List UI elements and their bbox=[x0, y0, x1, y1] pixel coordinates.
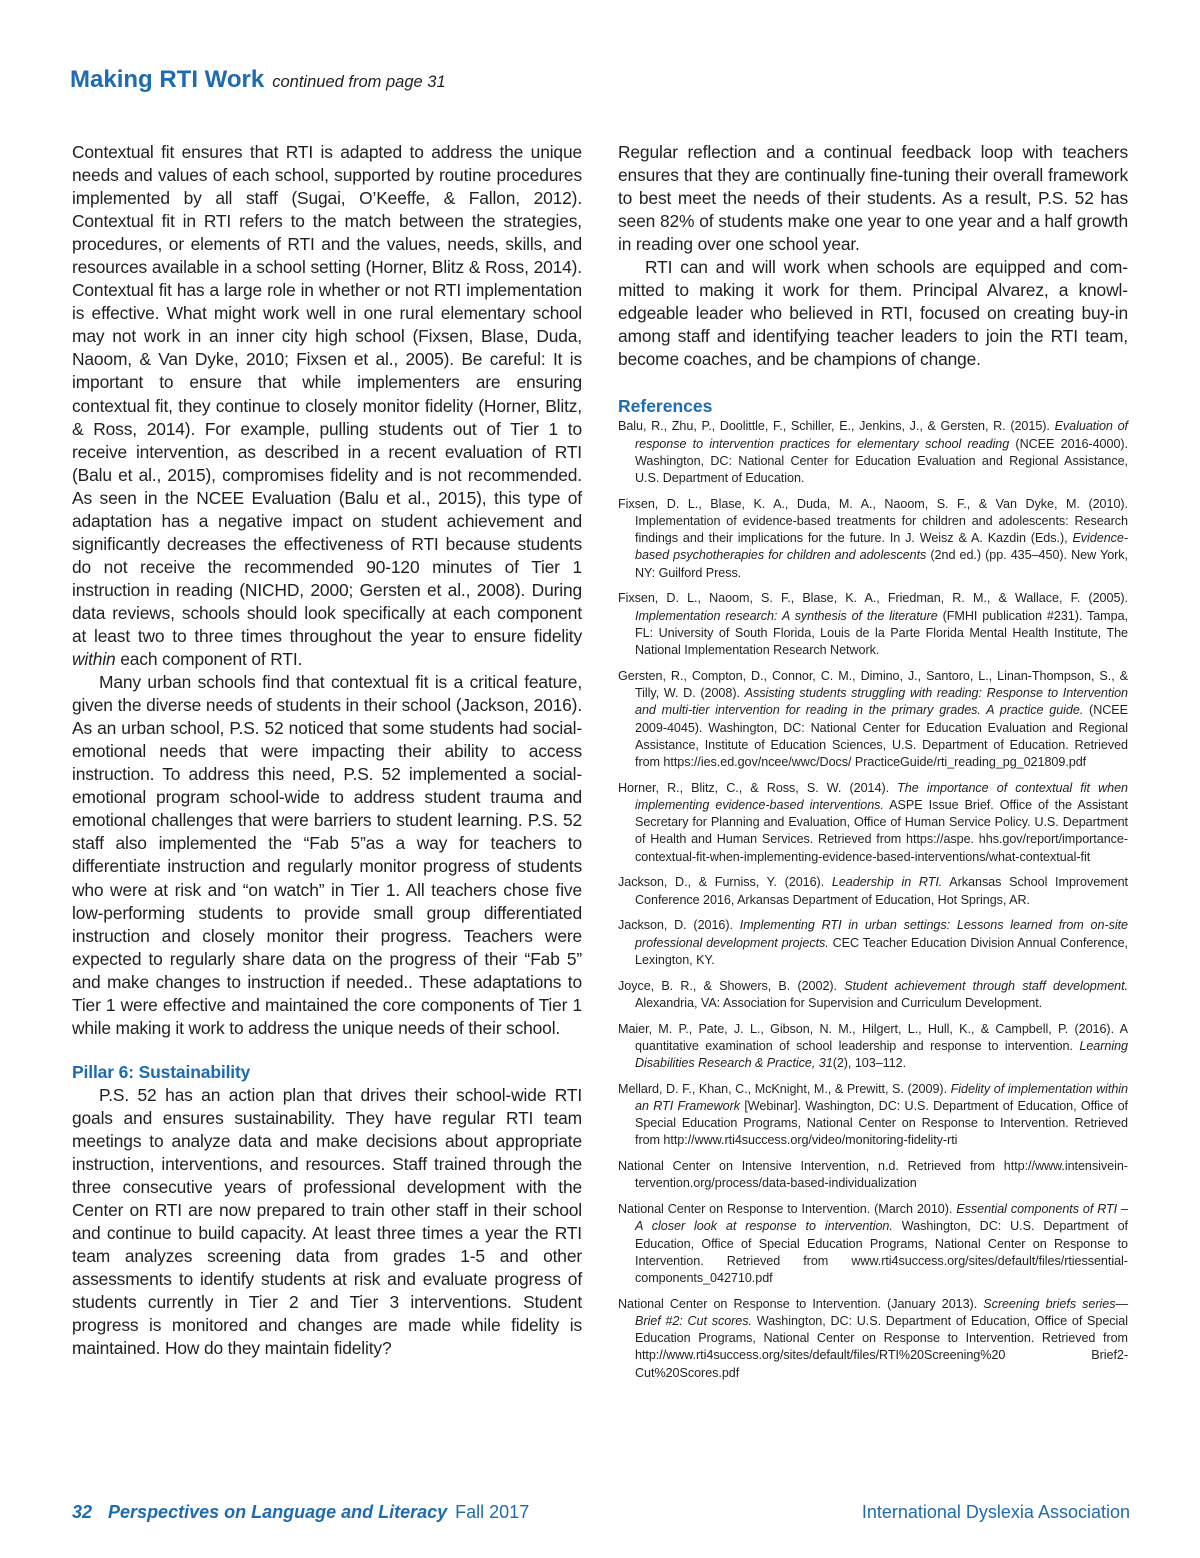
reference-title: Screening briefs series— Brief #2: Cut scores. bbox=[635, 1296, 1128, 1328]
reference-details: [Webinar]. Washington, DC: U.S. Department of Education, Office of Special Education Programs, National Center on Response to Intervention. Retrieved from http://www.rti4success.org/video/monitoring-fidelity-rti bbox=[635, 1098, 1128, 1148]
running-header bbox=[70, 66, 1130, 94]
reference-entry bbox=[618, 978, 1128, 1012]
reference-title: Leadership in RTI. bbox=[831, 875, 943, 890]
reference-text: National Center on Response to Intervention. (March 2010). bbox=[618, 1202, 957, 1217]
reference-title: Assisting students struggling with reading: Response to Intervention and multi-tier intervention for reading in the primary grades. A practice guide. bbox=[635, 686, 1128, 718]
journal-title: Perspectives on Language and Literacy bbox=[108, 1502, 448, 1522]
reference-title: Evaluation of response to intervention practices for elementary school reading bbox=[635, 419, 1128, 451]
reference-details: Arkansas School Improvement Conference 2016, Arkansas Department of Education, Hot Springs, AR. bbox=[635, 875, 1129, 907]
reference-details: CEC Teacher Education Division Annual Conference, Lexington, KY. bbox=[635, 935, 1128, 967]
reference-entry bbox=[618, 418, 1128, 487]
paragraph-text: Contextual fit ensures that RTI is adapted to address the unique needs and values of each school, supported by routine procedures implemented by all staff (Sugai, O’Keeffe, & Fallon, 2012). Contextual fit in RTI refers to the match between the strategies, procedures, or elements of RTI and the values, needs, skills, and resources available in a school setting (Horner, Blitz & Ross, 2014). Contextual fit has a large role in whether or not RTI implementation is effective. What might work well in one rural elementary school may not work in an inner city high school (Fixsen, Blase, Duda, Naoom, & Van Dyke, 2010; Fixsen et al., 2005). Be careful: It is important to ensure that while implementers are ensuring contextual fit, they continue to closely monitor fidelity (Horner, Blitz, & Ross, 2014). For example, pulling students out of Tier 1 to receive intervention, as described in a recent evaluation of RTI (Balu et al., 2015), compromises fidelity and is not recommended. As seen in the NCEE Evaluation (Balu et al., 2015), this type of adaptation has a negative impact on student achievement and significantly decreases the effectiveness of RTI because students do not receive the recommended 90-120 minutes of Tier 1 instruction in reading (NICHD, 2000; Gersten et al., 2008). During data reviews, schools should look specifically at each component at least two to three times throughout the year to ensure fidelity bbox=[72, 142, 582, 646]
reference-text: Fixsen, D. L., Naoom, S. F., Blase, K. A., Friedman, R. M., & Wallace, F. (2005). bbox=[618, 591, 1128, 606]
reference-title: Student achievement through staff development. bbox=[844, 978, 1129, 993]
reference-details: (NCEE 2016-4000). Washington, DC: National Center for Education Evaluation and Regional Assistance, U.S. Department of Education. bbox=[635, 436, 1128, 486]
paragraph-urban-schools: Many urban schools find that contextual fit is a critical feature, given the diverse needs of students in their school (Jackson, 2016). As an urban school, P.S. 52 noticed that some students had social-emotional needs that were impacting their ability to access instruction. To address this need, P.S. 52 implemented a social-emotional program school-wide to address student trauma and emotional challenges that were barriers to student learning. P.S. 52 staff also implemented the “Fab 5”as a way for teachers to differentiate instruction and regularly monitor progress of students who were at risk and “on watch” in Tier 1. All teachers chose five low-performing students to provide small group differentiated instruction and closely monitor their progress. Teachers were expected to regularly share data on the progress of their “Fab 5” and make changes to instruction if needed.. These adaptations to Tier 1 were effective and maintained the core components of Tier 1 while making it work to address the unique needs of their school. bbox=[72, 672, 582, 1038]
reference-text: Mellard, D. F., Khan, C., McKnight, M., & Prewitt, S. (2009). bbox=[618, 1081, 951, 1096]
reference-title: Fidelity of implementation within an RTI Framework bbox=[635, 1081, 1128, 1113]
reference-text: Maier, M. P., Pate, J. L., Gibson, N. M., Hilgert, L., Hull, K., & Campbell, P. (2016). A quantitative examination of school leadership and response to intervention. bbox=[618, 1021, 1128, 1053]
emphasis-within: within bbox=[72, 649, 116, 670]
reference-title: Implementing RTI in urban settings: Lessons learned from on-site professional development projects. bbox=[635, 918, 1128, 950]
reference-text: National Center on Response to Intervention. (January 2013). bbox=[618, 1296, 984, 1311]
reference-entry bbox=[618, 1158, 1128, 1192]
reference-entry bbox=[618, 1201, 1128, 1287]
section-heading-pillar-6: Pillar 6: Sustainability bbox=[72, 1061, 251, 1082]
reference-details: (NCEE 2009-4045). Washington, DC: National Center for Education Evaluation and Regional Assistance, Institute of Education Sciences, U.S. Department of Education. Retrieved from https://ies.ed.gov/ncee/wwc/Docs/ PracticeGuide/rti_reading_pg_021809.pdf bbox=[635, 703, 1128, 769]
reference-entry bbox=[618, 1021, 1128, 1073]
reference-text: Jackson, D., & Furniss, Y. (2016). bbox=[618, 875, 832, 890]
header-continued: continued from page 31 bbox=[272, 73, 446, 91]
reference-title: The importance of contextual fit when implementing evidence-based interventions. bbox=[635, 780, 1128, 812]
reference-title: Implementation research: A synthesis of the literature bbox=[635, 608, 938, 623]
organization-name: International Dyslexia Association bbox=[861, 1502, 1130, 1522]
reference-entry bbox=[618, 668, 1128, 771]
page-footer bbox=[72, 1502, 1130, 1523]
left-column bbox=[72, 141, 582, 1360]
reference-details: (2), 103–112. bbox=[832, 1055, 907, 1070]
reference-details: Alexandria, VA: Association for Supervision and Curriculum Development. bbox=[635, 995, 1043, 1010]
paragraph-sustainability: P.S. 52 has an action plan that drives their school-wide RTI goals and ensures sustainability. They have regular RTI team meetings to analyze data and make decisions about appropriate instruction, interventions, and resources. Staff trained through the three consecutive years of professional development with the Center on RTI are now prepared to train other staff in their school and continue to build capacity. At least three times a year the RTI team analyzes screening data from grades 1-5 and other assessments to identify students at risk and evaluate progress of students currently in Tier 2 and Tier 3 interventions. Student progress is monitored and changes are made while fidelity is maintained. How do they maintain fidelity? bbox=[72, 1084, 582, 1359]
reference-title: Learning Disabilities Research & Practice, 31 bbox=[635, 1038, 1128, 1070]
reference-entry bbox=[618, 917, 1128, 969]
reference-text: Horner, R., Blitz, C., & Ross, S. W. (2014). bbox=[618, 780, 898, 795]
references-list bbox=[618, 418, 1128, 1381]
reference-text: National Center on Intensive Intervention, n.d. Retrieved from http://www.intensiveintervention.org/process/data-based-individualization bbox=[618, 1159, 1128, 1191]
reference-details: Washington, DC: U.S. Department of Education, Office of Special Education Programs, National Center on Response to Intervention. Retrieved from www.rti4success.org/sites/default/files/rtiessentialcomponents_042710.pdf bbox=[635, 1219, 1128, 1285]
right-column bbox=[618, 141, 1128, 1390]
reference-text: Gersten, R., Compton, D., Connor, C. M., Dimino, J., Santoro, L., Linan-Thompson, S., & Tilly, W. D. (2008). bbox=[618, 668, 1128, 701]
reference-entry bbox=[618, 874, 1128, 908]
reference-text: Joyce, B. R., & Showers, B. (2002). bbox=[618, 978, 845, 993]
references-heading: References bbox=[618, 396, 713, 417]
paragraph-feedback-loop: Regular reflection and a continual feedback loop with teachers ensures that they are continually fine-tuning their overall framework to best meet the needs of their students. As a result, P.S. 52 has seen 82% of students make one year to one year and a half growth in reading over one school year. bbox=[618, 142, 1128, 255]
reference-entry bbox=[618, 590, 1128, 659]
paragraph-contextual-fit bbox=[72, 141, 582, 671]
reference-text: Jackson, D. (2016). bbox=[618, 918, 740, 933]
reference-text: Balu, R., Zhu, P., Doolittle, F., Schiller, E., Jenkins, J., & Gersten, R. (2015). bbox=[618, 419, 1055, 434]
reference-details: Washington, DC: U.S. Department of Education, Office of Special Education Programs, National Center on Response to Intervention. Retrieved from http://www.rti4success.org/sites/default/files/RTI%20Screening%20 Brief2-Cut%20Scores.pdf bbox=[635, 1313, 1128, 1380]
paragraph-text-end: each component of RTI. bbox=[115, 649, 303, 670]
reference-details: (2nd ed.) (pp. 435–450). New York, NY: Guilford Press. bbox=[635, 548, 1129, 580]
reference-entry bbox=[618, 496, 1128, 582]
reference-title: Evidence-based psychotherapies for children and adolescents bbox=[635, 531, 1128, 563]
reference-entry bbox=[618, 1081, 1128, 1150]
issue-season: Fall 2017 bbox=[455, 1502, 530, 1522]
reference-entry bbox=[618, 1296, 1128, 1382]
reference-entry bbox=[618, 780, 1128, 866]
reference-text: Fixsen, D. L., Blase, K. A., Duda, M. A., Naoom, S. F., & Van Dyke, M. (2010). Implementation of evidence-based treatments for children and adolescents: Research findings and their implications for the future. In J. Weisz & A. Kazdin (Eds.), bbox=[618, 496, 1128, 546]
page-number: 32 bbox=[72, 1502, 93, 1522]
paragraph-rti-can-work: RTI can and will work when schools are equipped and committed to making it work for them. Principal Alvarez, a knowledgeable leader who believed in RTI, focused on creating buy-in among staff and identifying teacher leaders to join the RTI team, become coaches, and be champions of change. bbox=[618, 257, 1128, 370]
header-title: Making RTI Work bbox=[70, 66, 265, 93]
reference-details: ASPE Issue Brief. Office of the Assistant Secretary for Planning and Evaluation, Office of Human Service Policy. U.S. Department of Health and Human Services. Retrieved from https://aspe. hhs.gov/report/importance-contextual-fit-when-implementing-evidence-based-interventions/what-contextual-fit bbox=[635, 797, 1128, 864]
reference-title: Essential components of RTI – A closer look at response to intervention. bbox=[635, 1202, 1129, 1234]
reference-details: (FMHI publication #231). Tampa, FL: University of South Florida, Louis de la Parte Florida Mental Health Institute, The National Implementation Research Network. bbox=[635, 608, 1128, 658]
